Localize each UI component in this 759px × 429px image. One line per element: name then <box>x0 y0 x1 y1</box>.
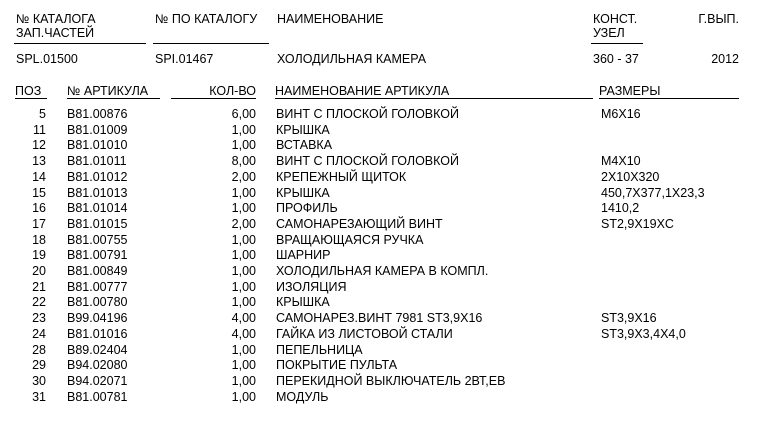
cell-pos: 15 <box>32 185 46 200</box>
cell-name: КРЕПЕЖНЫЙ ЩИТОК <box>276 169 407 184</box>
table-row <box>0 107 759 123</box>
col-header-size-text: РАЗМЕРЫ <box>599 84 661 98</box>
cell-size: ST2,9X19XC <box>601 216 674 231</box>
cell-article: B99.04196 <box>67 311 128 326</box>
cell-pos: 13 <box>32 154 46 169</box>
year-value: 2012 <box>711 52 739 66</box>
cell-qty: 1,00 <box>231 185 256 200</box>
cell-name: ПРОФИЛЬ <box>276 201 338 216</box>
table-row <box>0 233 759 249</box>
table-row <box>0 311 759 327</box>
const-label-line1: КОНСТ. <box>593 12 638 26</box>
cell-article: B81.01011 <box>67 154 127 169</box>
col-header-qty <box>199 84 256 99</box>
table-row <box>0 343 759 359</box>
cell-qty: 1,00 <box>231 342 256 357</box>
year-label: Г.ВЫП. <box>698 12 739 26</box>
cell-size: M4X10 <box>601 154 641 169</box>
cell-article: B89.02404 <box>67 342 128 357</box>
table-row <box>0 358 759 374</box>
table-row <box>0 374 759 390</box>
table-row <box>0 170 759 186</box>
table-row <box>0 390 759 406</box>
col-header-name-text: НАИМЕНОВАНИЕ АРТИКУЛА <box>275 84 450 98</box>
cell-article: B81.00781 <box>67 389 128 404</box>
cell-pos: 22 <box>32 295 46 310</box>
cell-article: B81.00780 <box>67 295 128 310</box>
const-label-line2: УЗЕЛ <box>593 26 625 40</box>
cell-size: M6X16 <box>601 107 641 121</box>
cell-size: 450,7X377,1X23,3 <box>601 185 705 200</box>
col-header-pos-text: ПОЗ <box>15 84 42 98</box>
col-header-name-underline <box>275 98 593 99</box>
col-header-name <box>275 84 593 99</box>
cell-article: B94.02071 <box>67 373 128 388</box>
cell-qty: 1,00 <box>231 122 256 137</box>
cell-qty: 1,00 <box>231 138 256 153</box>
table-row <box>0 201 759 217</box>
cell-pos: 14 <box>32 169 46 184</box>
name-label: НАИМЕНОВАНИЕ <box>277 12 384 26</box>
cell-name: САМОНАРЕЗ.ВИНТ 7981 ST3,9X16 <box>276 311 483 326</box>
table-row <box>0 217 759 233</box>
cell-name: ВИНТ С ПЛОСКОЙ ГОЛОВКОЙ <box>276 154 459 169</box>
catalog-label-line1: № КАТАЛОГА <box>16 12 96 26</box>
col-header-size <box>599 84 739 99</box>
cell-article: B94.02080 <box>67 358 128 373</box>
col-header-pos-underline <box>15 98 47 99</box>
cell-article: B81.00755 <box>67 232 128 247</box>
col-header-qty-text: КОЛ-ВО <box>209 84 256 98</box>
catalog-label-line2: ЗАП.ЧАСТЕЙ <box>16 26 95 40</box>
table-row <box>0 295 759 311</box>
cell-article: B81.00876 <box>67 107 128 121</box>
cell-qty: 2,00 <box>231 216 256 231</box>
cell-qty: 1,00 <box>231 279 256 294</box>
catalog-label-underline <box>14 43 146 44</box>
cell-qty: 1,00 <box>231 358 256 373</box>
cell-name: ПОКРЫТИЕ ПУЛЬТА <box>276 358 398 373</box>
cell-pos: 31 <box>32 389 46 404</box>
cell-pos: 5 <box>39 107 46 121</box>
cell-qty: 1,00 <box>231 248 256 263</box>
table-row <box>0 264 759 280</box>
cell-pos: 11 <box>33 122 46 137</box>
cell-pos: 20 <box>32 264 46 278</box>
const-label <box>593 12 637 40</box>
cell-qty: 4,00 <box>231 311 256 326</box>
cell-pos: 16 <box>32 201 46 216</box>
table-row <box>0 280 759 296</box>
cell-name: ГАЙКА ИЗ ЛИСТОВОЙ СТАЛИ <box>276 326 453 341</box>
table-row <box>0 138 759 154</box>
name-value: ХОЛОДИЛЬНАЯ КАМЕРА <box>277 52 427 66</box>
cell-name: МОДУЛЬ <box>276 389 329 404</box>
cell-qty: 1,00 <box>231 264 256 278</box>
col-header-article <box>67 84 160 99</box>
cell-size: ST3,9X3,4X4,0 <box>601 326 686 341</box>
catalog-value: SPL.01500 <box>16 52 78 66</box>
table-row <box>0 154 759 170</box>
table-row <box>0 186 759 202</box>
cell-pos: 19 <box>32 248 46 263</box>
table-row <box>0 248 759 264</box>
cell-qty: 8,00 <box>231 154 256 169</box>
cell-qty: 1,00 <box>231 232 256 247</box>
cell-qty: 1,00 <box>231 373 256 388</box>
cell-name: ВСТАВКА <box>276 138 333 153</box>
cell-name: КРЫШКА <box>276 295 330 310</box>
col-header-article-text: № АРТИКУЛА <box>67 84 149 98</box>
cell-qty: 2,00 <box>231 169 256 184</box>
catalog-number-value: SPI.01467 <box>155 52 214 66</box>
cell-pos: 21 <box>32 279 46 294</box>
cell-pos: 24 <box>32 326 46 341</box>
cell-article: B81.00849 <box>67 264 128 278</box>
const-value: 360 - 37 <box>593 52 639 66</box>
cell-article: B81.01012 <box>67 169 128 184</box>
cell-name: ХОЛОДИЛЬНАЯ КАМЕРА В КОМПЛ. <box>276 264 489 278</box>
catalog-number-underline <box>153 43 269 44</box>
col-header-pos <box>15 84 47 99</box>
cell-pos: 30 <box>32 373 46 388</box>
catalog-number-label: № ПО КАТАЛОГУ <box>155 12 258 26</box>
col-header-qty-underline <box>171 98 256 99</box>
cell-name: ВИНТ С ПЛОСКОЙ ГОЛОВКОЙ <box>276 107 459 121</box>
cell-name: ПЕПЕЛЬНИЦА <box>276 342 363 357</box>
cell-qty: 1,00 <box>231 201 256 216</box>
cell-name: ШАРНИР <box>276 248 331 263</box>
cell-pos: 28 <box>32 342 46 357</box>
table-row <box>0 327 759 343</box>
cell-name: КРЫШКА <box>276 185 330 200</box>
cell-article: B81.00791 <box>67 248 128 263</box>
catalog-label <box>16 12 96 40</box>
cell-article: B81.01014 <box>67 201 128 216</box>
cell-article: B81.01016 <box>67 326 128 341</box>
cell-pos: 17 <box>32 216 46 231</box>
cell-article: B81.01013 <box>67 185 128 200</box>
cell-qty: 6,00 <box>231 107 256 121</box>
const-label-underline <box>591 43 643 44</box>
cell-article: B81.00777 <box>67 279 128 294</box>
cell-name: КРЫШКА <box>276 122 330 137</box>
cell-pos: 18 <box>32 232 46 247</box>
cell-qty: 4,00 <box>231 326 256 341</box>
col-header-size-underline <box>599 98 739 99</box>
table-row <box>0 123 759 139</box>
cell-article: B81.01009 <box>67 122 128 137</box>
cell-qty: 1,00 <box>231 295 256 310</box>
col-header-article-underline <box>67 98 160 99</box>
cell-pos: 12 <box>32 138 46 153</box>
cell-size: ST3,9X16 <box>601 311 657 326</box>
cell-name: ВРАЩАЮЩАЯСЯ РУЧКА <box>276 232 424 247</box>
cell-pos: 23 <box>32 311 46 326</box>
cell-name: САМОНАРЕЗАЮЩИЙ ВИНТ <box>276 216 443 231</box>
cell-article: B81.01010 <box>67 138 128 153</box>
cell-article: B81.01015 <box>67 216 128 231</box>
cell-size: 2X10X320 <box>601 169 660 184</box>
cell-name: ИЗОЛЯЦИЯ <box>276 279 347 294</box>
cell-qty: 1,00 <box>231 389 256 404</box>
cell-name: ПЕРЕКИДНОЙ ВЫКЛЮЧАТЕЛЬ 2ВТ,ЕВ <box>276 373 506 388</box>
cell-size: 1410,2 <box>601 201 640 216</box>
cell-pos: 29 <box>32 358 46 373</box>
